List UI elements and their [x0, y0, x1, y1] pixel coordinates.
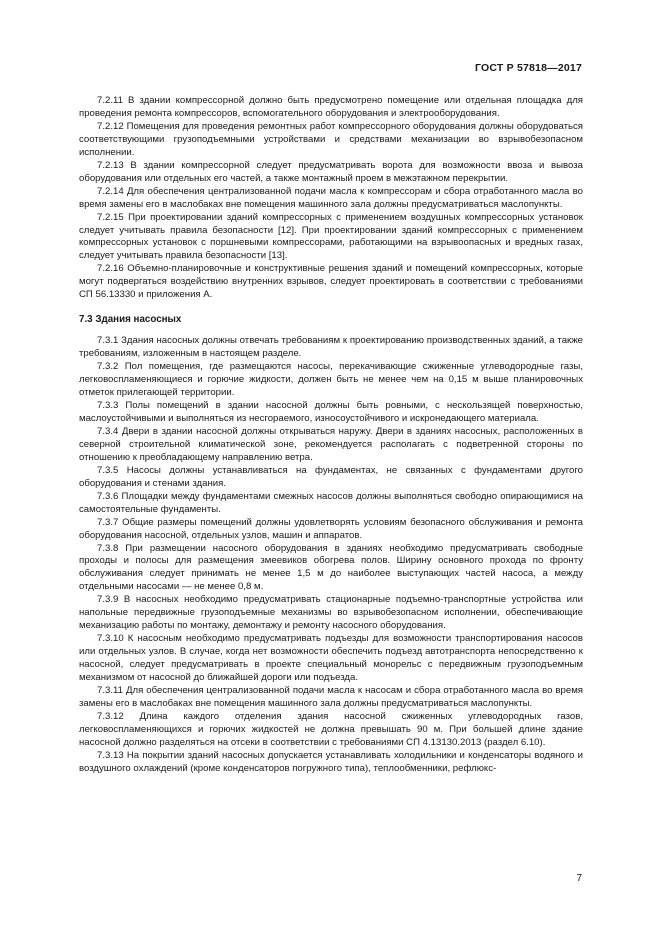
paragraph-7-3-8: 7.3.8 При размещении насосного оборудования в зданиях необходимо предусматривать свободные проходы и полосы для размещения змеевиков обогрева полов. Ширину основного прохода по фронту обслуживания следует принимать не менее 1,5 м до наиболее выступающих частей насоса, а между отдельными насосами — не менее 0,8 м. — [79, 542, 583, 593]
paragraph-7-3-10: 7.3.10 К насосным необходимо предусматривать подъезды для возможности транспортирования насосов или отдельных узлов. В случае, когда нет возможности обеспечить подъезд автотранспорта непосредственно к насосной, следует предусматривать в проекте специальный монорельс с передвижным грузоподъемным механизмом от насосной до ближайшей дороги или подъезда. — [79, 633, 583, 684]
paragraph-7-3-9: 7.3.9 В насосных необходимо предусматривать стационарные подъемно-транспортные устройства или напольные передвижные грузоподъемные механизмы во взрывобезопасном исполнении, обеспечивающие механизацию работы по монтажу, демонтажу и ремонту насосного оборудования. — [79, 594, 583, 632]
paragraph-7-3-6: 7.3.6 Площадки между фундаментами смежных насосов должны выполняться свободно опирающимися на самостоятельные фундаменты. — [79, 490, 583, 515]
paragraph-7-2-11: 7.2.11 В здании компрессорной должно быть предусмотрено помещение или отдельная площадка для проведения ремонта компрессоров, вспомогательного оборудования и электрооборудования. — [79, 95, 583, 119]
paragraph-7-3-2: 7.3.2 Пол помещения, где размещаются насосы, перекачивающие сжиженные углеводородные газы, легковоспламеняющиеся и горючие жидкости, должен быть не менее чем на 0,15 м выше планировочных отметок прилегающей территории. — [79, 361, 583, 399]
page-body — [79, 95, 583, 776]
document-number: ГОСТ Р 57818—2017 — [474, 62, 582, 74]
paragraph-7-2-14: 7.2.14 Для обеспечения централизованной подачи масла к компрессорам и сбора отработанного масла во время замены его в маслобаках вне помещения машинного зала должны предусматриваться маслопункты. — [79, 185, 583, 210]
page-number: 7 — [576, 873, 582, 884]
paragraph-7-3-5: 7.3.5 Насосы должны устанавливаться на фундаментах, не связанных с фундаментами другого оборудования и стенами здания. — [79, 464, 583, 489]
paragraph-7-3-12: 7.3.12 Длина каждого отделения здания насосной сжиженных углеводородных газов, легковоспламеняющихся и горючих жидкостей не должна превышать 90 м. При большей длине здание насосной должно разделяться на отсеки в соответствии с требованиями СП 4.13130.2013 (раздел 6.10). — [79, 710, 583, 748]
paragraph-7-2-13: 7.2.13 В здании компрессорной следует предусматривать ворота для возможности ввоза и вывоза оборудования или отдельных его частей, а также монтажный проем в межэтажном перекрытии. — [79, 159, 583, 184]
paragraph-7-2-16: 7.2.16 Объемно-планировочные и конструктивные решения зданий и помещений компрессорных, которые могут подвергаться воздействию внутренних взрывов, следует проектировать в соответствии с требованиями СП 56.13330 и приложения А. — [79, 263, 583, 301]
paragraph-7-2-15: 7.2.15 При проектировании зданий компрессорных с применением воздушных компрессорных установок следует учитывать правила безопасности [12]. При проектировании зданий компрессорных с применением компрессорных установок с поршневыми компрессорами, работающими на взрывоопасных и вредных газах, следует учитывать правила безопасности [13]. — [79, 211, 583, 262]
paragraph-7-3-4: 7.3.4 Двери в здании насосной должны открываться наружу. Двери в зданиях насосных, расположенных в северной строительной климатической зоне, рекомендуется располагать с подветренной стороны по отношению к преобладающему направлению ветра. — [79, 425, 583, 463]
paragraph-7-3-1: 7.3.1 Здания насосных должны отвечать требованиям к проектированию производственных зданий, а также требованиям, изложенным в настоящем разделе. — [79, 335, 583, 360]
section-heading-7-3: 7.3 Здания насосных — [79, 314, 182, 326]
paragraph-7-3-3: 7.3.3 Полы помещений в здании насосной должны быть ровными, с нескользящей поверхностью, маслоустойчивыми и выполняться из несгораемого, износоустойчивого и искронедающего материала. — [79, 400, 583, 424]
paragraph-7-3-13: 7.3.13 На покрытии зданий насосных допускается устанавливать холодильники и конденсаторы водяного и воздушного охлаждений (кроме конденсаторов погружного типа), теплообменники, рефлюкс- — [79, 749, 583, 774]
paragraph-7-3-11: 7.3.11 Для обеспечения централизованной подачи масла к насосам и сбора отработанного масла во время замены его в маслобаках вне помещения машинного зала должны предусматриваться маслопункты. — [79, 684, 583, 709]
paragraph-7-2-12: 7.2.12 Помещения для проведения ремонтных работ компрессорного оборудования должны оборудоваться соответствующими грузоподъемными устройствами и средствами механизации во взрывобезопасном исполнении. — [79, 120, 583, 158]
paragraph-7-3-7: 7.3.7 Общие размеры помещений должны удовлетворять условиям безопасного обслуживания и ремонта оборудования насосной, отдельных узлов, машин и аппаратов. — [79, 516, 583, 541]
